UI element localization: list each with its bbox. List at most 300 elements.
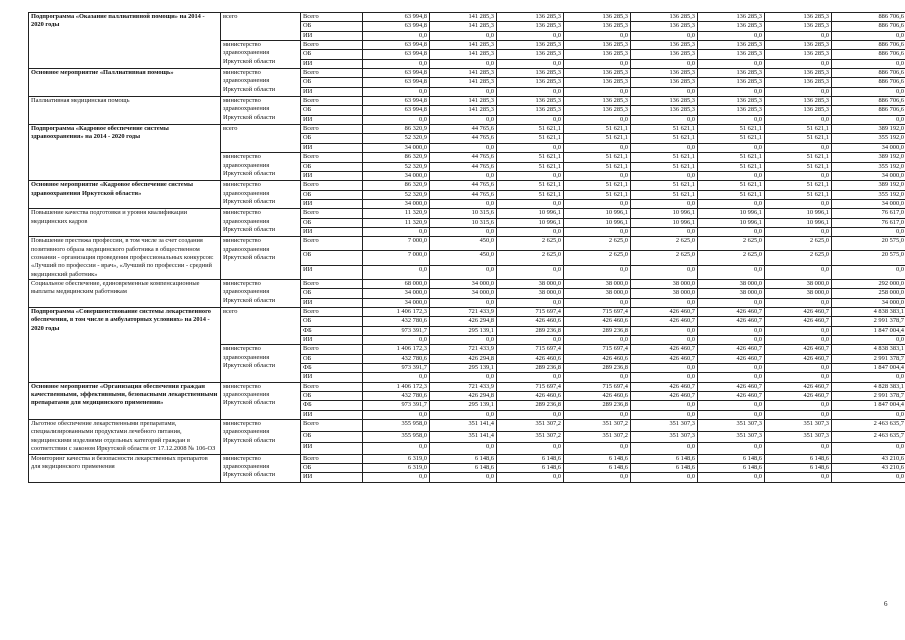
amount-cell: 351 307,2: [497, 431, 564, 442]
funding-source-cell: ОБ: [301, 317, 363, 326]
amount-cell: 0,0: [631, 473, 698, 482]
amount-cell: 0,0: [564, 410, 631, 419]
amount-cell: 6 148,6: [765, 454, 832, 463]
amount-cell: 6 148,6: [430, 454, 497, 463]
amount-cell: 52 320,9: [363, 162, 430, 171]
program-name: Основное мероприятие «Организация обеспечения граждан качественными, эффективными, безопасными лекарственными препаратами для медицинского применения»: [29, 382, 221, 419]
amount-cell: 4 838 383,1: [832, 308, 905, 317]
amount-cell: 4 838 383,1: [832, 345, 905, 354]
amount-cell: 52 320,9: [363, 134, 430, 143]
amount-cell: 6 148,6: [497, 463, 564, 472]
amount-cell: 0,0: [631, 410, 698, 419]
table-row: [29, 420, 905, 431]
amount-cell: 426 460,6: [497, 317, 564, 326]
amount-cell: 136 285,3: [497, 41, 564, 50]
amount-cell: 51 621,1: [765, 153, 832, 162]
amount-cell: 0,0: [497, 265, 564, 279]
amount-cell: 0,0: [698, 31, 765, 40]
amount-cell: 51 621,1: [631, 153, 698, 162]
amount-cell: 6 148,6: [631, 454, 698, 463]
amount-cell: 10 996,1: [631, 218, 698, 227]
amount-cell: 38 000,0: [765, 279, 832, 288]
amount-cell: 351 307,3: [698, 420, 765, 431]
amount-cell: 6 319,0: [363, 454, 430, 463]
amount-cell: 426 460,7: [765, 354, 832, 363]
funding-source-cell: ИИ: [301, 59, 363, 68]
amount-cell: 0,0: [497, 473, 564, 482]
funding-source-cell: ОБ: [301, 78, 363, 87]
amount-cell: 0,0: [832, 227, 905, 236]
amount-cell: 0,0: [698, 227, 765, 236]
amount-cell: 426 460,7: [698, 382, 765, 391]
amount-cell: 0,0: [564, 298, 631, 307]
program-name: Повышение качества подготовки и уровня квалификации медицинских кадров: [29, 209, 221, 237]
amount-cell: 0,0: [497, 115, 564, 124]
amount-cell: 0,0: [698, 171, 765, 180]
amount-cell: 0,0: [564, 336, 631, 345]
amount-cell: 141 285,3: [430, 41, 497, 50]
amount-cell: 51 621,1: [765, 162, 832, 171]
amount-cell: 426 294,8: [430, 392, 497, 401]
amount-cell: 136 285,3: [497, 78, 564, 87]
amount-cell: 0,0: [698, 115, 765, 124]
amount-cell: 34 000,0: [832, 143, 905, 152]
executor-cell: министерство здравоохранения Иркутской области: [221, 279, 301, 307]
amount-cell: 38 000,0: [564, 289, 631, 298]
amount-cell: 0,0: [698, 326, 765, 335]
amount-cell: 0,0: [765, 401, 832, 410]
executor-cell: министерство здравоохранения Иркутской области: [221, 209, 301, 237]
amount-cell: 0,0: [832, 443, 905, 454]
amount-cell: 715 697,4: [564, 345, 631, 354]
amount-cell: 0,0: [564, 59, 631, 68]
amount-cell: 0,0: [765, 298, 832, 307]
amount-cell: 0,0: [698, 298, 765, 307]
amount-cell: 44 765,6: [430, 190, 497, 199]
amount-cell: 136 285,3: [631, 97, 698, 106]
amount-cell: 51 621,1: [631, 162, 698, 171]
table-row: [29, 454, 905, 463]
amount-cell: 63 994,8: [363, 22, 430, 31]
amount-cell: 0,0: [631, 171, 698, 180]
amount-cell: 63 994,8: [363, 13, 430, 22]
amount-cell: 0,0: [698, 364, 765, 373]
amount-cell: 426 460,7: [631, 345, 698, 354]
amount-cell: 0,0: [363, 87, 430, 96]
funding-source-cell: Всего: [301, 153, 363, 162]
amount-cell: 10 315,6: [430, 218, 497, 227]
amount-cell: 86 320,9: [363, 153, 430, 162]
amount-cell: 0,0: [564, 143, 631, 152]
amount-cell: 0,0: [765, 143, 832, 152]
amount-cell: 136 285,3: [765, 78, 832, 87]
table-row: [29, 209, 905, 218]
amount-cell: 0,0: [430, 227, 497, 236]
amount-cell: 0,0: [765, 336, 832, 345]
amount-cell: 0,0: [430, 87, 497, 96]
amount-cell: 51 621,1: [497, 190, 564, 199]
amount-cell: 141 285,3: [430, 78, 497, 87]
amount-cell: 1 847 004,4: [832, 401, 905, 410]
amount-cell: 292 000,0: [832, 279, 905, 288]
amount-cell: 38 000,0: [631, 279, 698, 288]
amount-cell: 886 706,6: [832, 78, 905, 87]
funding-source-cell: ИИ: [301, 199, 363, 208]
amount-cell: 0,0: [430, 59, 497, 68]
amount-cell: 0,0: [631, 199, 698, 208]
amount-cell: 51 621,1: [698, 162, 765, 171]
program-name: Социальное обеспечение, единовременные компенсационные выплаты медицинским работникам: [29, 279, 221, 307]
amount-cell: 0,0: [497, 373, 564, 382]
funding-source-cell: Всего: [301, 97, 363, 106]
amount-cell: 0,0: [497, 143, 564, 152]
amount-cell: 351 307,2: [564, 420, 631, 431]
amount-cell: 43 210,6: [832, 463, 905, 472]
amount-cell: 0,0: [631, 401, 698, 410]
amount-cell: 351 307,3: [765, 420, 832, 431]
amount-cell: 426 460,7: [631, 392, 698, 401]
funding-source-cell: ОБ: [301, 463, 363, 472]
amount-cell: 2 625,0: [497, 237, 564, 251]
amount-cell: 0,0: [430, 336, 497, 345]
amount-cell: 715 697,4: [497, 382, 564, 391]
amount-cell: 0,0: [832, 473, 905, 482]
amount-cell: 136 285,3: [631, 78, 698, 87]
amount-cell: 63 994,8: [363, 106, 430, 115]
funding-source-cell: Всего: [301, 181, 363, 190]
amount-cell: 0,0: [631, 326, 698, 335]
amount-cell: 289 236,8: [497, 326, 564, 335]
amount-cell: 0,0: [631, 443, 698, 454]
executor-cell: министерство здравоохранения Иркутской области: [221, 345, 301, 382]
amount-cell: 715 697,4: [564, 382, 631, 391]
amount-cell: 426 460,7: [698, 345, 765, 354]
amount-cell: 0,0: [631, 336, 698, 345]
amount-cell: 63 994,8: [363, 78, 430, 87]
amount-cell: 136 285,3: [698, 78, 765, 87]
amount-cell: 351 307,3: [765, 431, 832, 442]
amount-cell: 44 765,6: [430, 153, 497, 162]
funding-source-cell: ИИ: [301, 473, 363, 482]
amount-cell: 51 621,1: [497, 134, 564, 143]
amount-cell: 432 780,6: [363, 354, 430, 363]
amount-cell: 38 000,0: [698, 289, 765, 298]
amount-cell: 51 621,1: [564, 162, 631, 171]
funding-source-cell: ИИ: [301, 115, 363, 124]
funding-source-cell: Всего: [301, 308, 363, 317]
amount-cell: 136 285,3: [564, 22, 631, 31]
amount-cell: 0,0: [765, 115, 832, 124]
table-row: [29, 69, 905, 78]
amount-cell: 886 706,6: [832, 69, 905, 78]
amount-cell: 38 000,0: [698, 279, 765, 288]
funding-source-cell: ФБ: [301, 326, 363, 335]
funding-source-cell: ИИ: [301, 410, 363, 419]
amount-cell: 0,0: [698, 59, 765, 68]
amount-cell: 34 000,0: [363, 171, 430, 180]
amount-cell: 136 285,3: [765, 69, 832, 78]
amount-cell: 426 460,7: [765, 308, 832, 317]
amount-cell: 0,0: [497, 31, 564, 40]
amount-cell: 34 000,0: [832, 199, 905, 208]
amount-cell: 141 285,3: [430, 50, 497, 59]
amount-cell: 426 460,6: [497, 354, 564, 363]
amount-cell: 136 285,3: [765, 22, 832, 31]
funding-source-cell: ОБ: [301, 354, 363, 363]
amount-cell: 426 460,7: [765, 345, 832, 354]
amount-cell: 355 192,0: [832, 162, 905, 171]
amount-cell: 51 621,1: [631, 181, 698, 190]
amount-cell: 0,0: [430, 171, 497, 180]
amount-cell: 355 958,0: [363, 431, 430, 442]
funding-source-cell: Всего: [301, 69, 363, 78]
amount-cell: 136 285,3: [698, 106, 765, 115]
amount-cell: 136 285,3: [497, 13, 564, 22]
amount-cell: 38 000,0: [631, 289, 698, 298]
amount-cell: 426 460,7: [698, 354, 765, 363]
amount-cell: 6 148,6: [631, 463, 698, 472]
amount-cell: 295 139,1: [430, 401, 497, 410]
amount-cell: 351 141,4: [430, 420, 497, 431]
amount-cell: 20 575,0: [832, 251, 905, 265]
amount-cell: 141 285,3: [430, 22, 497, 31]
executor-cell: министерство здравоохранения Иркутской области: [221, 237, 301, 280]
amount-cell: 0,0: [497, 443, 564, 454]
amount-cell: 426 294,8: [430, 354, 497, 363]
amount-cell: 141 285,3: [430, 13, 497, 22]
program-name: Паллиативная медицинская помощь: [29, 97, 221, 125]
amount-cell: 973 391,7: [363, 364, 430, 373]
funding-source-cell: ФБ: [301, 401, 363, 410]
amount-cell: 450,0: [430, 237, 497, 251]
amount-cell: 136 285,3: [631, 106, 698, 115]
amount-cell: 0,0: [497, 199, 564, 208]
amount-cell: 0,0: [564, 443, 631, 454]
amount-cell: 432 780,6: [363, 317, 430, 326]
amount-cell: 0,0: [430, 373, 497, 382]
amount-cell: 6 148,6: [698, 454, 765, 463]
amount-cell: 10 315,6: [430, 209, 497, 218]
amount-cell: 2 463 635,7: [832, 420, 905, 431]
amount-cell: 351 307,3: [631, 431, 698, 442]
amount-cell: 51 621,1: [765, 134, 832, 143]
program-name: Льготное обеспечение лекарственными препаратами, специализированными продуктами лечебного питания, медицинскими изделиями отдельных категорий граждан в соответствии с законом Иркутской области от 17.12.2008 № 106-ОЗ: [29, 420, 221, 454]
amount-cell: 886 706,6: [832, 41, 905, 50]
amount-cell: 136 285,3: [564, 69, 631, 78]
amount-cell: 0,0: [832, 265, 905, 279]
funding-source-cell: Всего: [301, 420, 363, 431]
amount-cell: 10 996,1: [765, 209, 832, 218]
amount-cell: 136 285,3: [698, 22, 765, 31]
amount-cell: 0,0: [497, 227, 564, 236]
amount-cell: 0,0: [698, 199, 765, 208]
funding-source-cell: Всего: [301, 41, 363, 50]
amount-cell: 6 148,6: [564, 454, 631, 463]
amount-cell: 0,0: [765, 87, 832, 96]
executor-cell: министерство здравоохранения Иркутской области: [221, 454, 301, 482]
amount-cell: 0,0: [430, 298, 497, 307]
amount-cell: 10 996,1: [631, 209, 698, 218]
amount-cell: 136 285,3: [765, 50, 832, 59]
amount-cell: 136 285,3: [564, 13, 631, 22]
funding-source-cell: ОБ: [301, 134, 363, 143]
program-name: Подпрограмма «Оказание паллиативной помощи» на 2014 - 2020 годы: [29, 13, 221, 69]
amount-cell: 10 996,1: [564, 218, 631, 227]
amount-cell: 51 621,1: [564, 181, 631, 190]
amount-cell: 2 991 378,7: [832, 392, 905, 401]
amount-cell: 136 285,3: [497, 69, 564, 78]
amount-cell: 0,0: [832, 59, 905, 68]
amount-cell: 0,0: [698, 265, 765, 279]
executor-cell: министерство здравоохранения Иркутской области: [221, 69, 301, 97]
amount-cell: 2 625,0: [564, 237, 631, 251]
amount-cell: 44 765,6: [430, 125, 497, 134]
amount-cell: 38 000,0: [564, 279, 631, 288]
amount-cell: 0,0: [631, 143, 698, 152]
amount-cell: 0,0: [698, 473, 765, 482]
amount-cell: 355 192,0: [832, 134, 905, 143]
amount-cell: 721 433,9: [430, 382, 497, 391]
amount-cell: 0,0: [363, 31, 430, 40]
amount-cell: 63 994,8: [363, 69, 430, 78]
amount-cell: 136 285,3: [631, 41, 698, 50]
amount-cell: 76 617,0: [832, 209, 905, 218]
amount-cell: 0,0: [363, 410, 430, 419]
amount-cell: 886 706,6: [832, 13, 905, 22]
amount-cell: 0,0: [363, 115, 430, 124]
amount-cell: 63 994,8: [363, 41, 430, 50]
funding-source-cell: ИИ: [301, 336, 363, 345]
amount-cell: 0,0: [564, 227, 631, 236]
amount-cell: 0,0: [631, 59, 698, 68]
amount-cell: 51 621,1: [765, 181, 832, 190]
amount-cell: 2 625,0: [497, 251, 564, 265]
amount-cell: 0,0: [564, 473, 631, 482]
amount-cell: 136 285,3: [497, 97, 564, 106]
amount-cell: 0,0: [698, 373, 765, 382]
amount-cell: 6 148,6: [564, 463, 631, 472]
amount-cell: 426 460,7: [765, 382, 832, 391]
page-number: 6: [884, 600, 888, 608]
funding-source-cell: Всего: [301, 209, 363, 218]
amount-cell: 295 139,1: [430, 326, 497, 335]
amount-cell: 426 460,7: [631, 317, 698, 326]
executor-cell: министерство здравоохранения Иркутской области: [221, 420, 301, 454]
amount-cell: 426 460,6: [497, 392, 564, 401]
program-name: Повышение престижа профессии, в том числе за счет создания позитивного образа медицинского работника в общественном сознании - организация проведения профессиональных конкурсов: «Лучший по профессии - врач», «Лучший по профессии - средний медицинский работник»: [29, 237, 221, 280]
amount-cell: 136 285,3: [698, 41, 765, 50]
amount-cell: 0,0: [765, 326, 832, 335]
executor-cell: министерство здравоохранения Иркутской области: [221, 382, 301, 419]
amount-cell: 136 285,3: [497, 22, 564, 31]
amount-cell: 0,0: [497, 298, 564, 307]
amount-cell: 0,0: [564, 31, 631, 40]
executor-cell: министерство здравоохранения Иркутской области: [221, 41, 301, 69]
amount-cell: 0,0: [363, 59, 430, 68]
executor-cell: министерство здравоохранения Иркутской области: [221, 97, 301, 125]
amount-cell: 20 575,0: [832, 237, 905, 251]
funding-source-cell: Всего: [301, 345, 363, 354]
amount-cell: 63 994,8: [363, 97, 430, 106]
funding-source-cell: ИИ: [301, 87, 363, 96]
amount-cell: 0,0: [765, 364, 832, 373]
amount-cell: 426 460,7: [631, 382, 698, 391]
amount-cell: 715 697,4: [497, 308, 564, 317]
amount-cell: 715 697,4: [497, 345, 564, 354]
funding-source-cell: Всего: [301, 237, 363, 251]
executor-cell: министерство здравоохранения Иркутской области: [221, 181, 301, 209]
amount-cell: 0,0: [765, 171, 832, 180]
amount-cell: 0,0: [564, 199, 631, 208]
table-row: [29, 97, 905, 106]
program-name: Подпрограмма «Кадровое обеспечение системы здравоохранения» на 2014 - 2020 годы: [29, 125, 221, 181]
amount-cell: 51 621,1: [497, 181, 564, 190]
amount-cell: 0,0: [631, 115, 698, 124]
amount-cell: 136 285,3: [564, 41, 631, 50]
amount-cell: 51 621,1: [631, 125, 698, 134]
amount-cell: 0,0: [497, 336, 564, 345]
amount-cell: 0,0: [430, 410, 497, 419]
program-name: Основное мероприятие «Кадровое обеспечение системы здравоохранения Иркутской области»: [29, 181, 221, 209]
amount-cell: 0,0: [832, 87, 905, 96]
amount-cell: 51 621,1: [497, 162, 564, 171]
amount-cell: 136 285,3: [765, 97, 832, 106]
amount-cell: 2 625,0: [698, 251, 765, 265]
amount-cell: 0,0: [765, 443, 832, 454]
amount-cell: 51 621,1: [497, 153, 564, 162]
amount-cell: 426 460,6: [564, 317, 631, 326]
funding-source-cell: ОБ: [301, 162, 363, 171]
amount-cell: 1 847 004,4: [832, 364, 905, 373]
amount-cell: 886 706,6: [832, 50, 905, 59]
funding-source-cell: ИИ: [301, 443, 363, 454]
amount-cell: 38 000,0: [765, 289, 832, 298]
amount-cell: 136 285,3: [698, 97, 765, 106]
amount-cell: 51 621,1: [564, 153, 631, 162]
amount-cell: 34 000,0: [430, 279, 497, 288]
amount-cell: 426 460,7: [698, 317, 765, 326]
amount-cell: 2 991 378,7: [832, 354, 905, 363]
amount-cell: 0,0: [430, 473, 497, 482]
amount-cell: 7 000,0: [363, 237, 430, 251]
amount-cell: 51 621,1: [564, 125, 631, 134]
amount-cell: 389 192,0: [832, 181, 905, 190]
amount-cell: 43 210,6: [832, 454, 905, 463]
amount-cell: 86 320,9: [363, 125, 430, 134]
amount-cell: 0,0: [564, 115, 631, 124]
amount-cell: 2 625,0: [631, 237, 698, 251]
amount-cell: 44 765,6: [430, 134, 497, 143]
amount-cell: 355 192,0: [832, 190, 905, 199]
amount-cell: 426 460,7: [631, 354, 698, 363]
amount-cell: 351 307,2: [497, 420, 564, 431]
amount-cell: 0,0: [430, 143, 497, 152]
amount-cell: 136 285,3: [497, 50, 564, 59]
amount-cell: 0,0: [765, 373, 832, 382]
amount-cell: 0,0: [564, 171, 631, 180]
amount-cell: 38 000,0: [497, 279, 564, 288]
amount-cell: 136 285,3: [698, 69, 765, 78]
amount-cell: 1 406 172,3: [363, 308, 430, 317]
amount-cell: 0,0: [497, 87, 564, 96]
funding-source-cell: ИИ: [301, 373, 363, 382]
amount-cell: 0,0: [832, 410, 905, 419]
amount-cell: 0,0: [765, 227, 832, 236]
amount-cell: 136 285,3: [631, 50, 698, 59]
amount-cell: 51 621,1: [564, 190, 631, 199]
amount-cell: 136 285,3: [564, 50, 631, 59]
amount-cell: 289 236,8: [497, 364, 564, 373]
